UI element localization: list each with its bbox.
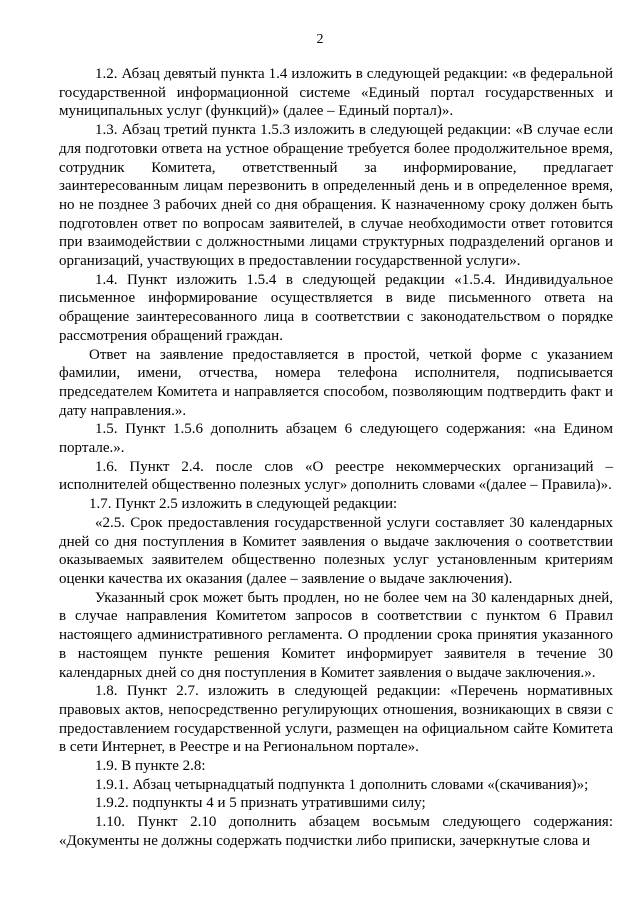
paragraph-1-9-2: 1.9.2. подпункты 4 и 5 признать утратившими силу; — [95, 795, 426, 812]
paragraph-1-9: 1.9. В пункте 2.8: — [95, 758, 206, 775]
document-body — [59, 65, 613, 851]
paragraph-1-7: 1.7. Пункт 2.5 изложить в следующей редакции: — [89, 496, 398, 513]
paragraph-1-9-1: 1.9.1. Абзац четырнадцатый подпункта 1 дополнить словами «(скачивания)»; — [95, 776, 589, 793]
paragraph-1-10: 1.10. Пункт 2.10 дополнить абзацем восьмым следующего содержания: «Документы не должны содержать подчистки либо приписки, зачеркнутые слова и — [59, 814, 613, 849]
paragraph-1-4-answer: Ответ на заявление предоставляется в простой, четкой форме с указанием фамилии, имени, отчества, номера телефона исполнителя, подписывается председателем Комитета и направляется способом, позволяющим подтвердить факт и дату направления.». — [59, 346, 613, 419]
paragraph-1-2: 1.2. Абзац девятый пункта 1.4 изложить в следующей редакции: «в федеральной государственной информационной системе «Единый портал государственных и муниципальных услуг (функций)» (далее – Единый портал)». — [59, 66, 613, 120]
page-number: 2 — [316, 32, 324, 47]
paragraph-2-5-extension: Указанный срок может быть продлен, но не более чем на 30 календарных дней, в случае направления Комитетом запросов в соответствии с пунктом 6 Правил настоящего административного регламента. О продлении срока принятия указанного в настоящем пункте решения Комитет информирует заявителя в течение 30 календарных дней со дня поступления в Комитет заявления о выдаче заключения.». — [59, 589, 613, 681]
paragraph-1-8: 1.8. Пункт 2.7. изложить в следующей редакции: «Перечень нормативных правовых актов, непосредственно регулирующих отношения, возникающих в связи с предоставлением государственной услуги, размещен на официальном сайте Комитета в сети Интернет, в Реестре и на Региональном портале». — [59, 683, 613, 756]
paragraph-2-5-quote: «2.5. Срок предоставления государственной услуги составляет 30 календарных дней со дня поступления в Комитет заявления о выдаче заключения о соответствии оказываемых заявителем общественно полезных услуг установленным критериям оценки качества их оказания (далее – заявление о выдаче заключения). — [59, 514, 613, 587]
paragraph-1-6: 1.6. Пункт 2.4. после слов «О реестре некоммерческих организаций – исполнителей общественно полезных услуг» дополнить словами «(далее – Правила)». — [59, 458, 613, 494]
paragraph-1-3: 1.3. Абзац третий пункта 1.5.3 изложить в следующей редакции: «В случае если для подготовки ответа на устное обращение требуется более продолжительное время, сотрудник Комитета, ответственный за информирование, предлагает заинтересованным лицам перезвонить в определенный день и в определенное время, но не позднее 3 рабочих дней со дня обращения. К назначенному сроку должен быть подготовлен ответ по вопросам заявителей, в случае необходимости ответ готовится при взаимодействии с должностными лицами структурных подразделений органов и организаций, участвующих в предоставлении государственной услуги». — [59, 122, 613, 270]
paragraph-1-5: 1.5. Пункт 1.5.6 дополнить абзацем 6 следующего содержания: «на Едином портале.». — [59, 421, 613, 457]
paragraph-1-4: 1.4. Пункт изложить 1.5.4 в следующей редакции «1.5.4. Индивидуальное письменное информирование осуществляется в виде письменного ответа на обращение заинтересованного лица в соответствии с законодательством о порядке рассмотрения обращений граждан. — [59, 271, 613, 344]
